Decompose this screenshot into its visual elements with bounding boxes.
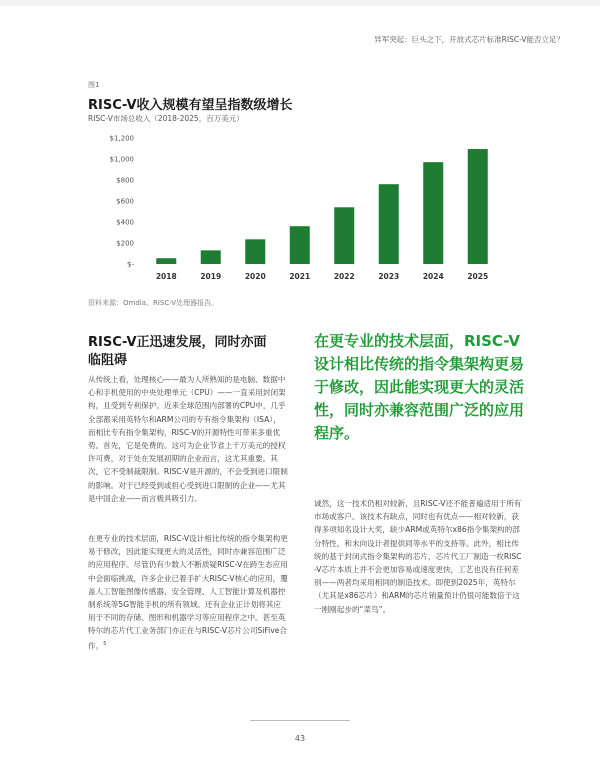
- revenue-bar-chart: [88, 128, 508, 288]
- chart-x-axis: [156, 272, 488, 281]
- bar-2023: [379, 184, 399, 264]
- pull-quote: 在更专业的技术层面，RISC-V设计相比传统的指令集架构更易于修改，因此能实现更大的灵活性，同时亦兼容范围广泛的应用程序。: [314, 332, 525, 442]
- section-heading: RISC-V正迅速发展，同时亦面临阻碍: [88, 335, 267, 368]
- y-tick-label: $1,000: [109, 155, 134, 164]
- paragraph-2: [88, 532, 288, 652]
- running-title: 异军突起：巨头之下，开放式芯片标准RISC-V能否立足？: [374, 35, 564, 44]
- figure-label: 图1: [88, 81, 100, 89]
- x-tick-label: 2019: [200, 272, 222, 281]
- paragraph-2-text: 在更专业的技术层面，RISC-V设计相比传统的指令集架构更易于修改，因此能实现更大的灵活性，同时亦兼容范围广泛的应用程序。尽管仍有少数人不断质疑RISC-V在跨生态应用中会面临挑战，许多企业已着手扩大RISC-V核心的应用，覆盖人工智能图像传感器、安全管理、人工智能计算及机器控制系统等5G智能手机的所有领域。还有企业正计划将其应用于不同的存储、图形和机器学习等应用程序之中。甚至英特尔的芯片代工业务部门亦正在与RISC-V芯片公司SiFive合作。: [88, 534, 288, 651]
- bar-2025: [468, 149, 488, 264]
- y-tick-label: $200: [116, 239, 134, 248]
- chart-bars: [156, 149, 488, 264]
- bar-2022: [334, 207, 354, 264]
- page-number: 43: [294, 734, 306, 743]
- y-tick-label: $800: [116, 176, 134, 185]
- x-tick-label: 2018: [155, 272, 177, 281]
- footer-rule: [250, 720, 350, 721]
- chart-y-axis: [110, 135, 135, 269]
- x-tick-label: 2023: [378, 272, 400, 281]
- paragraph-1: 从传统上看，处理核心——最为人所熟知的是电脑、数据中心和手机使用的中央处理单元（CPU）——一直采用封闭架构，且受到专利保护。近来全球范围内部署的CPU中，几乎全部都采用英特尔和ARM公司的专有指令集架构（ISA），而相比专有指令集架构，RISC-V的开源特性可带来多重优势。首先，它是免费的。这可为企业节省上千万美元的授权许可费，对于处在发展初期的企业而言，这尤其重要。其次，它不受制裁限制。RISC-V是开源的，不会受到进口限制的影响。对于已经受到或担心受到进口限制的企业——尤其是中国企业——而言极具吸引力。: [88, 375, 288, 503]
- bar-2020: [245, 239, 265, 264]
- header-band: [0, 0, 600, 6]
- y-tick-label: $600: [116, 197, 134, 206]
- figure-source: 资料来源：Omdia、RISC-V处理器报告。: [88, 299, 219, 307]
- y-tick-label: $-: [127, 260, 134, 269]
- left-column-bottom: [88, 532, 288, 652]
- figure-title: RISC-V收入规模有望呈指数级增长: [88, 98, 293, 113]
- left-column-top: [88, 373, 288, 505]
- x-tick-label: 2025: [467, 272, 489, 281]
- right-column: [314, 497, 524, 616]
- bar-2024: [423, 162, 443, 264]
- x-tick-label: 2024: [422, 272, 444, 281]
- x-tick-label: 2022: [333, 272, 355, 281]
- x-tick-label: 2020: [244, 272, 266, 281]
- bar-2018: [156, 258, 176, 264]
- paragraph-3: 诚然，这一技术仍相对较新，且RISC-V还不能普遍适用于所有市场或客户。该技术有缺点，同时也有优点——相对较新，获得多项知名设计大奖，缺少ARM或英特尔x86指令集架构的部分特性，和未向设计者提供同等水平的支持等。此外，相比传统的基于封闭式指令集架构的芯片，芯片代工厂制造一枚RISC-V芯片本质上并不会更加容易或速度更快，工艺也没有任何差别——两者均采用相同的制造技术。即使到2025年，英特尔（尤其是x86芯片）和ARM的芯片销量预计仍很可能数倍于这一刚刚起步的“菜鸟”。: [314, 499, 522, 614]
- figure-subtitle: RISC-V市场总收入（2018-2025，百万美元）: [88, 114, 244, 123]
- footnote-marker: 5: [103, 640, 107, 647]
- bar-2021: [290, 226, 310, 264]
- bar-2019: [201, 250, 221, 264]
- y-tick-label: $400: [116, 218, 134, 227]
- y-tick-label: $1,200: [109, 134, 134, 143]
- x-tick-label: 2021: [289, 272, 311, 281]
